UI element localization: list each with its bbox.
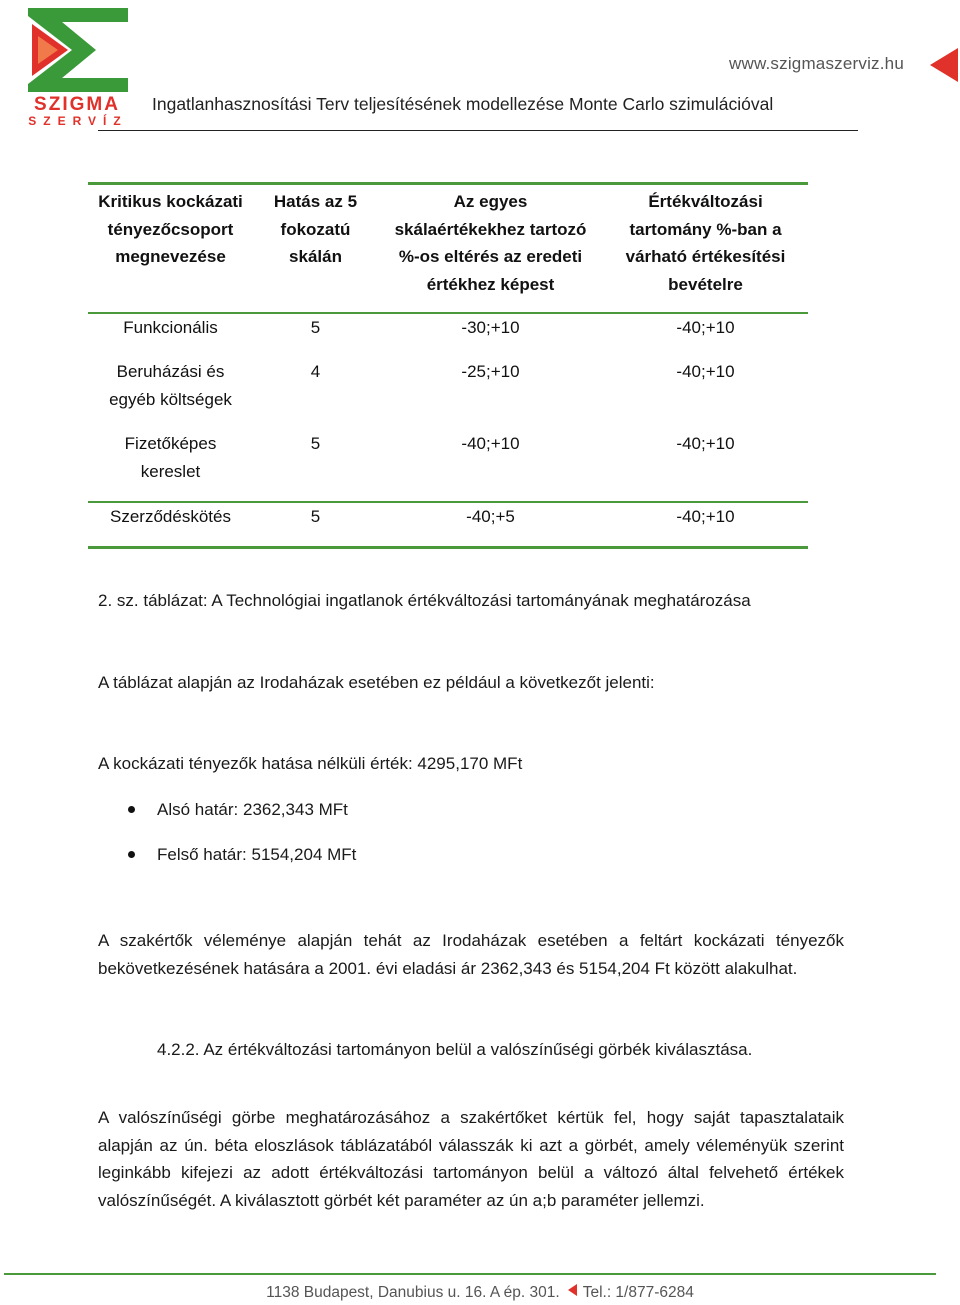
paragraph-probability-curve: A valószínűségi görbe meghatározásához a szakértőket kértük fel, hogy saját tapasztalataik alapján az ún. béta eloszlások táblázatából válasszák ki azt a görbét, amely véleményük szerint leginkább kifejezi az adott értékváltozási tartományon belül a változó által felvehető értékek valószínűségét. A kiválasztott görbét két paraméter az ún a;b paraméter jellemzi. (98, 1108, 844, 1210)
page-footer (0, 1284, 960, 1302)
table-row-deviation: -25;+10 (461, 362, 520, 381)
table-row-deviation: -40;+10 (461, 434, 520, 453)
table-row-deviation: -30;+10 (461, 318, 520, 337)
table-row-impact: 5 (310, 318, 321, 337)
bullet-upper-bound: Felső határ: 5154,204 MFt (157, 845, 357, 864)
table-row-name: Beruházási és egyéb költségek (109, 362, 232, 409)
paragraph-base-value: A kockázati tényezők hatása nélküli érték: 4295,170 MFt (98, 754, 523, 773)
table-header-risk-group: Kritikus kockázati tényezőcsoport megnevezése (98, 192, 243, 266)
table-row-impact: 5 (310, 507, 321, 526)
logo-wordmark: SZIGMA (34, 94, 120, 115)
table-header-impact: Hatás az 5 fokozatú skálán (273, 192, 358, 266)
table-row-range: -40;+10 (676, 434, 735, 453)
website-url[interactable]: www.szigmaszerviz.hu (729, 54, 904, 73)
table-header-value-range: Értékváltozási tartomány %-ban a várható értékesítési bevételre (625, 192, 786, 294)
table-row-range: -40;+10 (676, 362, 735, 381)
table-row-name: Szerződéskötés (110, 507, 231, 526)
table-top-rule (88, 182, 808, 185)
arrow-left-icon (930, 48, 958, 82)
paragraph-expert-opinion: A szakértők véleménye alapján tehát az Irodaházak esetében a feltárt kockázati tényezők bekövetkezésének hatására a 2001. évi eladási ár 2362,343 és 5154,204 Ft között alakulhat. (98, 931, 844, 978)
table-row-impact: 4 (310, 362, 321, 381)
szigma-logo-mark-icon (24, 6, 130, 94)
company-logo (24, 6, 130, 128)
footer-address: 1138 Budapest, Danubius u. 16. A ép. 301. (266, 1284, 560, 1301)
table-row-range: -40;+10 (676, 507, 735, 526)
section-heading: 4.2.2. Az értékváltozási tartományon belül a valószínűségi görbék kiválasztása. (157, 1040, 753, 1059)
table-row-name: Funkcionális (123, 318, 218, 337)
arrow-left-icon (568, 1284, 577, 1296)
paragraph-intro: A táblázat alapján az Irodaházak esetében ez például a következőt jelenti: (98, 673, 655, 692)
table-row-impact: 5 (310, 434, 321, 453)
table-row-deviation: -40;+5 (466, 507, 515, 526)
table-row-range: -40;+10 (676, 318, 735, 337)
bullet-icon (128, 806, 135, 813)
table-header-deviation: Az egyes skálaértékekhez tartozó %-os eltérés az eredeti értékhez képest (394, 192, 587, 294)
bullet-icon (128, 851, 135, 858)
footer-phone: Tel.: 1/877-6284 (582, 1284, 694, 1301)
footer-divider (4, 1273, 936, 1275)
header-divider (98, 130, 858, 131)
table-caption: 2. sz. táblázat: A Technológiai ingatlanok értékváltozási tartományának meghatározása (98, 591, 751, 610)
document-header-title: Ingatlanhasznosítási Terv teljesítésének modellezése Monte Carlo szimulációval (152, 94, 774, 114)
logo-subwordmark: SZERVÍZ (28, 114, 128, 128)
table-row-name: Fizetőképes kereslet (124, 434, 217, 481)
table-bottom-rule (88, 546, 808, 549)
bullet-lower-bound: Alsó határ: 2362,343 MFt (157, 800, 348, 819)
